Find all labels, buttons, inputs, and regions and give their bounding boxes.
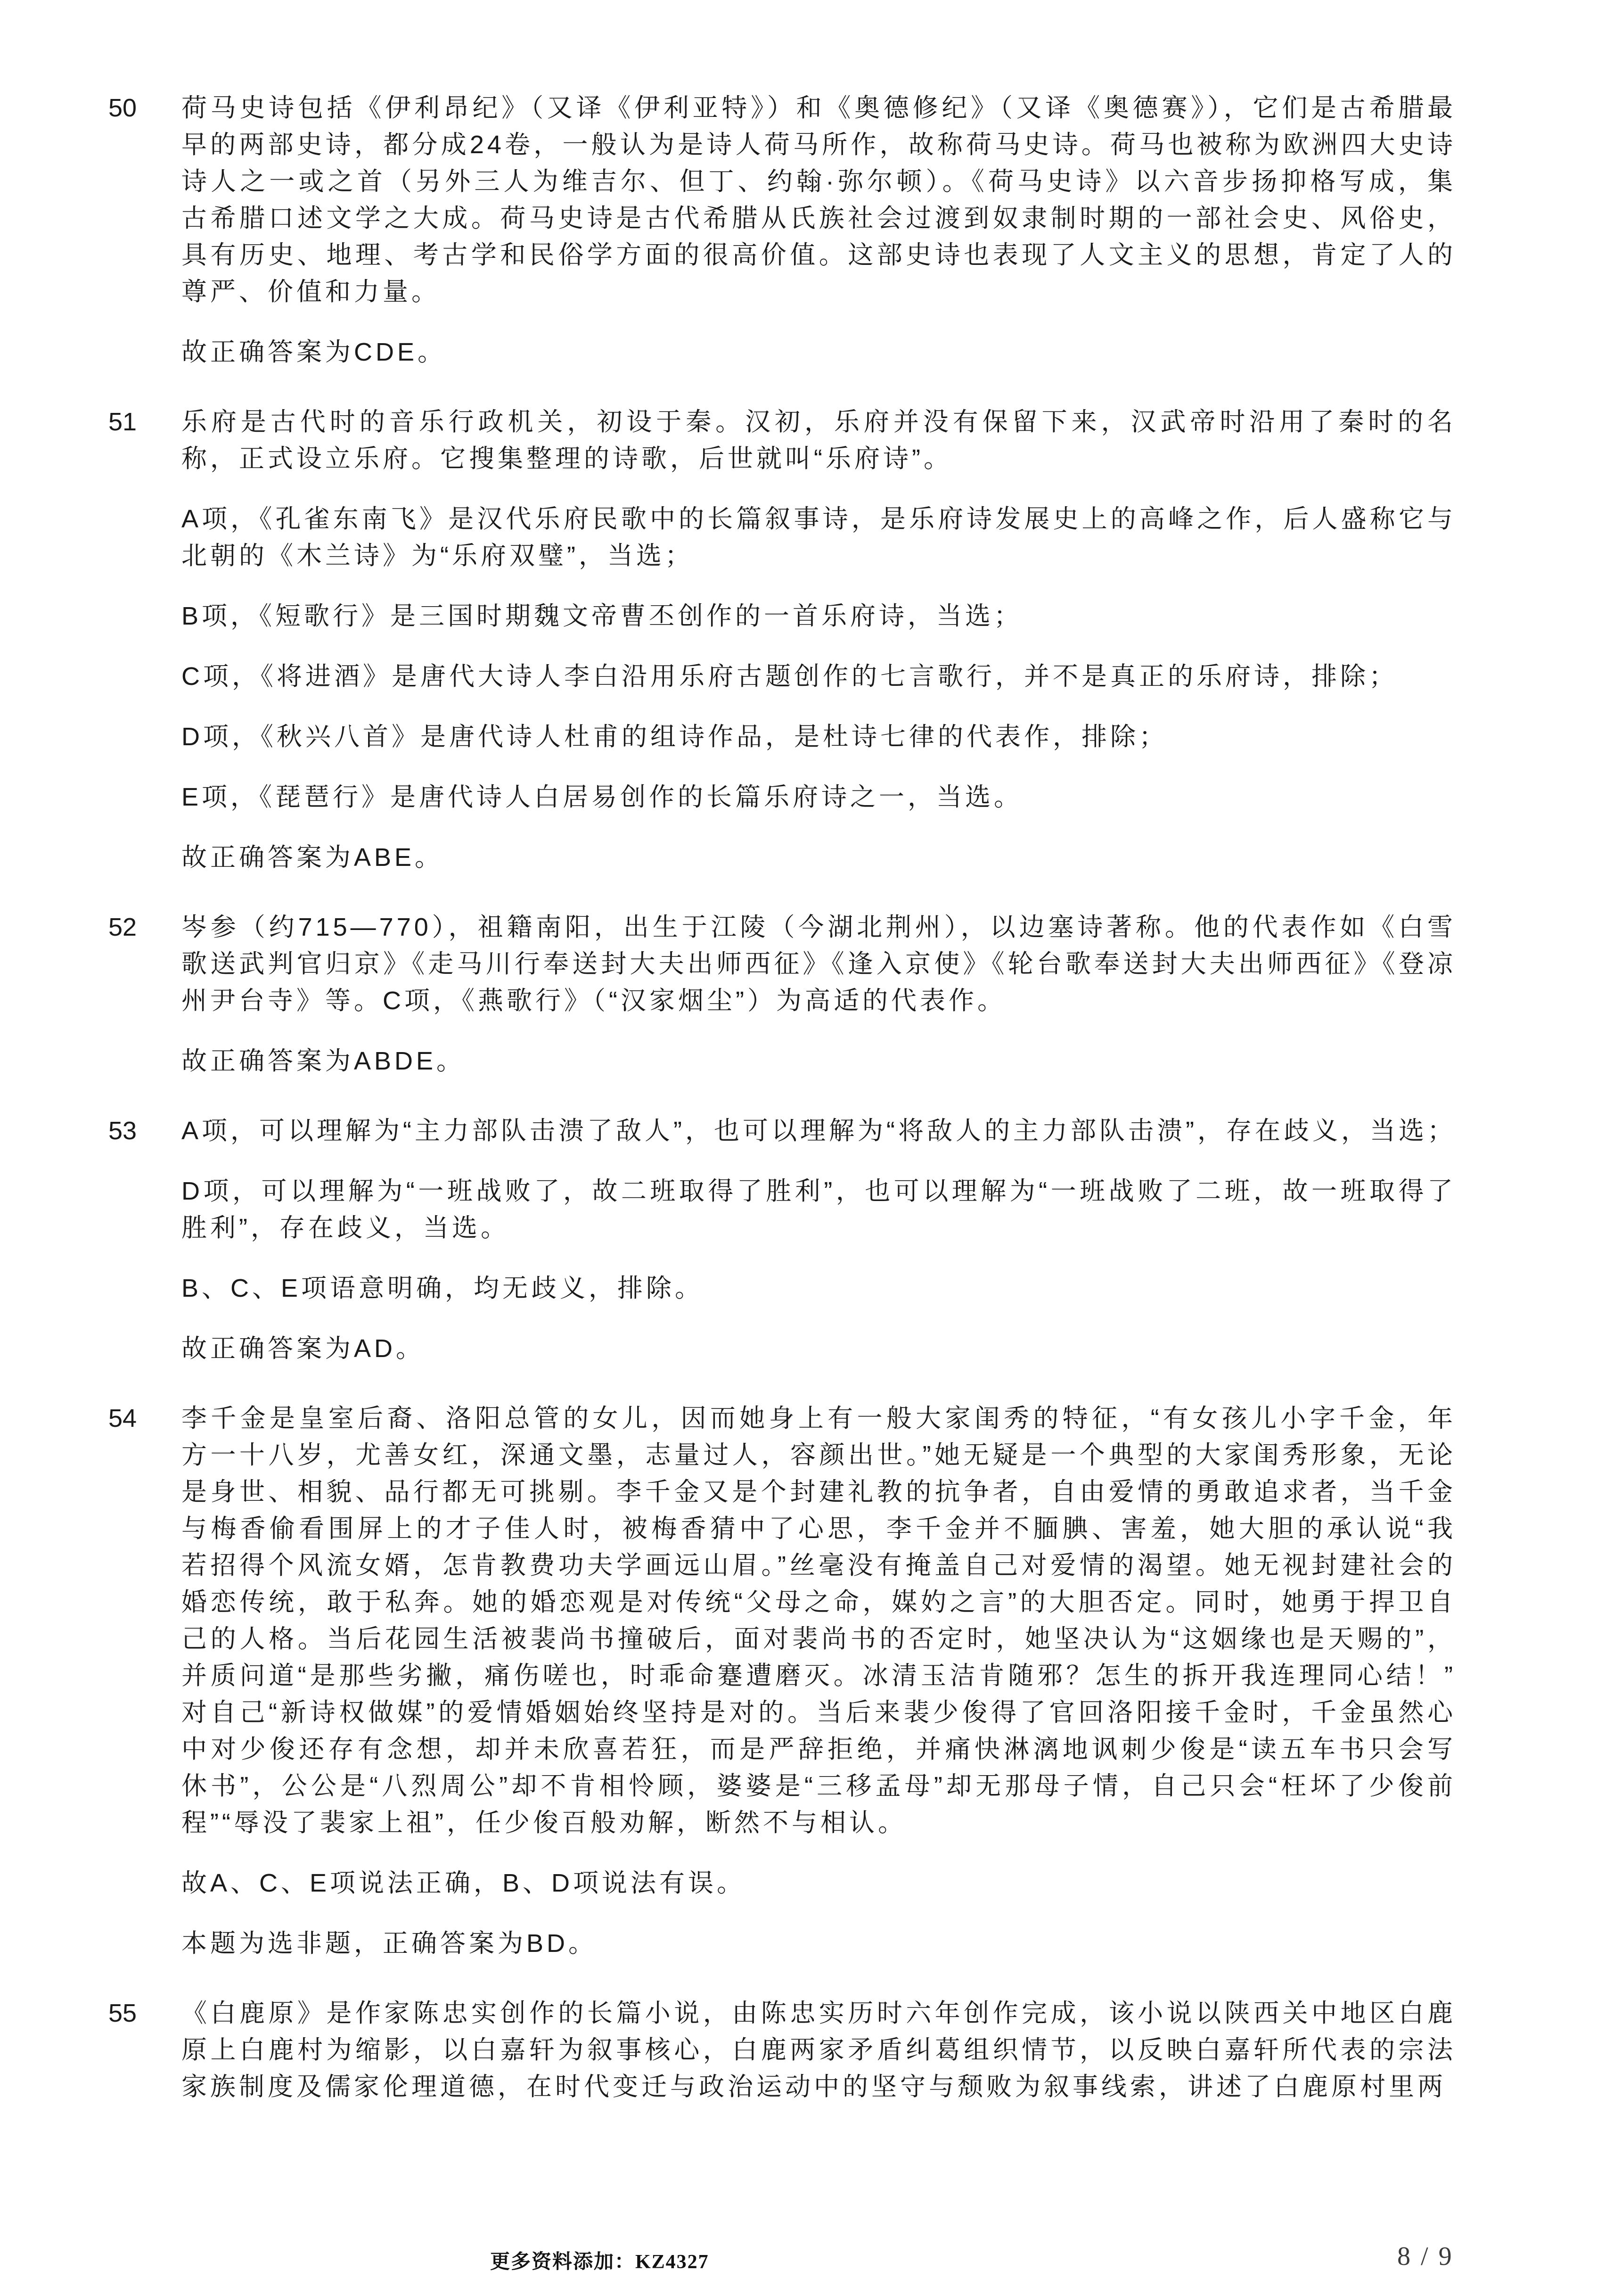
answer-item [108, 1112, 1456, 1367]
item-number: 53 [108, 1117, 137, 1145]
answer-item [108, 90, 1456, 370]
item-paragraph: C项，《将进酒》是唐代大诗人李白沿用乐府古题创作的七言歌行，并不是真正的乐府诗，排除； [181, 662, 1398, 691]
item-paragraph: 故正确答案为AD。 [181, 1334, 425, 1363]
answer-item [108, 1995, 1456, 2105]
answer-item [108, 1400, 1456, 1962]
item-body [181, 1995, 1456, 2105]
footer-watermark: 更多资料添加：KZ4327 [490, 2251, 709, 2273]
item-paragraph: B项，《短歌行》是三国时期魏文帝曹丕创作的一首乐府诗，当选； [181, 602, 1023, 630]
item-paragraph: 《白鹿原》是作家陈忠实创作的长篇小说，由陈忠实历时六年创作完成，该小说以陕西关中地区白鹿原上白鹿村为缩影，以白嘉轩为叙事核心，白鹿两家矛盾纠葛组织情节，以反映白嘉轩所代表的宗法家族制度及儒家伦理道德，在时代变迁与政治运动中的坚守与颓败为叙事线索，讲述了白鹿原村里两 [181, 1999, 1456, 2101]
answer-item [108, 909, 1456, 1079]
page-number-total: 9 [1438, 2242, 1452, 2271]
item-paragraph: 本题为选非题，正确答案为BD。 [181, 1929, 598, 1958]
item-number: 52 [108, 913, 137, 941]
item-number: 50 [108, 94, 137, 122]
item-body [181, 90, 1456, 370]
item-paragraph: D项，《秋兴八首》是唐代诗人杜甫的组诗作品，是杜诗七律的代表作，排除； [181, 723, 1168, 751]
item-number: 55 [108, 1999, 137, 2027]
item-paragraph: A项，《孔雀东南飞》是汉代乐府民歌中的长篇叙事诗，是乐府诗发展史上的高峰之作，后人盛称它与北朝的《木兰诗》为“乐府双璧”，当选； [181, 505, 1456, 570]
page-number [1397, 2241, 1452, 2271]
item-paragraph: 乐府是古代时的音乐行政机关，初设于秦。汉初，乐府并没有保留下来，汉武帝时沿用了秦时的名称，正式设立乐府。它搜集整理的诗歌，后世就叫“乐府诗”。 [181, 408, 1456, 473]
item-number: 51 [108, 408, 137, 436]
item-paragraph: E项，《琵琶行》是唐代诗人白居易创作的长篇乐府诗之一，当选。 [181, 783, 1023, 811]
item-body [181, 909, 1456, 1079]
item-body [181, 403, 1456, 876]
item-paragraph: 荷马史诗包括《伊利昂纪》（又译《伊利亚特》）和《奥德修纪》（又译《奥德赛》），它们是古希腊最早的两部史诗，都分成24卷，一般认为是诗人荷马所作，故称荷马史诗。荷马也被称为欧洲四大史诗诗人之一或之首（另外三人为维吉尔、但丁、约翰·弥尔顿）。《荷马史诗》以六音步扬抑格写成，集古希腊口述文学之大成。荷马史诗是古代希腊从氏族社会过渡到奴隶制时期的一部社会史、风俗史，具有历史、地理、考古学和民俗学方面的很高价值。这部史诗也表现了人文主义的思想，肯定了人的尊严、价值和力量。 [181, 94, 1456, 306]
item-body [181, 1112, 1456, 1367]
item-number: 54 [108, 1404, 137, 1432]
answer-item [108, 403, 1456, 876]
item-paragraph: 故A、C、E项说法正确，B、D项说法有误。 [181, 1869, 746, 1897]
item-paragraph: 故正确答案为CDE。 [181, 338, 447, 366]
item-paragraph: B、C、E项语意明确，均无歧义，排除。 [181, 1274, 704, 1302]
page-number-current: 8 [1397, 2242, 1410, 2271]
item-paragraph: A项，可以理解为“主力部队击溃了敌人”，也可以理解为“将敌人的主力部队击溃”，存在歧义，当选； [181, 1117, 1456, 1145]
item-body [181, 1400, 1456, 1962]
item-paragraph: 故正确答案为ABE。 [181, 843, 444, 872]
page-number-separator: / [1421, 2242, 1428, 2271]
item-paragraph: 岑参（约715—770），祖籍南阳，出生于江陵（今湖北荆州），以边塞诗著称。他的代表作如《白雪歌送武判官归京》《走马川行奉送封大夫出师西征》《逢入京使》《轮台歌奉送封大夫出师西征》《登凉州尹台寺》等。C项，《燕歌行》（“汉家烟尘”）为高适的代表作。 [181, 913, 1456, 1015]
answers-list [108, 90, 1456, 2105]
item-paragraph: 李千金是皇室后裔、洛阳总管的女儿，因而她身上有一般大家闺秀的特征，“有女孩儿小字千金，年方一十八岁，尤善女红，深通文墨，志量过人，容颜出世。”她无疑是一个典型的大家闺秀形象，无论是身世、相貌、品行都无可挑剔。李千金又是个封建礼教的抗争者，自由爱情的勇敢追求者，当千金与梅香偷看围屏上的才子佳人时，被梅香猜中了心思，李千金并不腼腆、害羞，她大胆的承认说“我若招得个风流女婿，怎肯教费功夫学画远山眉。”丝毫没有掩盖自己对爱情的渴望。她无视封建社会的婚恋传统，敢于私奔。她的婚恋观是对传统“父母之命，媒妁之言”的大胆否定。同时，她勇于捍卫自己的人格。当后花园生活被裴尚书撞破后，面对裴尚书的否定时，她坚决认为“这姻缘也是天赐的”，并质问道“是那些劣撇，痛伤嗟也，时乖命蹇遭磨灭。冰清玉洁肯随邪？怎生的拆开我连理同心结！”对自己“新诗权做媒”的爱情婚姻始终坚持是对的。当后来裴少俊得了官回洛阳接千金时，千金虽然心中对少俊还存有念想，却并未欣喜若狂，而是严辞拒绝，并痛快淋漓地讽刺少俊是“读五车书只会写休书”，公公是“八烈周公”却不肯相怜顾，婆婆是“三移孟母”却无那母子情，自己只会“枉坏了少俊前程”“辱没了裴家上祖”，任少俊百般劝解，断然不与相认。 [181, 1404, 1456, 1837]
item-paragraph: 故正确答案为ABDE。 [181, 1047, 466, 1075]
item-paragraph: D项，可以理解为“一班战败了，故二班取得了胜利”，也可以理解为“一班战败了二班，故一班取得了胜利”，存在歧义，当选。 [181, 1177, 1456, 1242]
